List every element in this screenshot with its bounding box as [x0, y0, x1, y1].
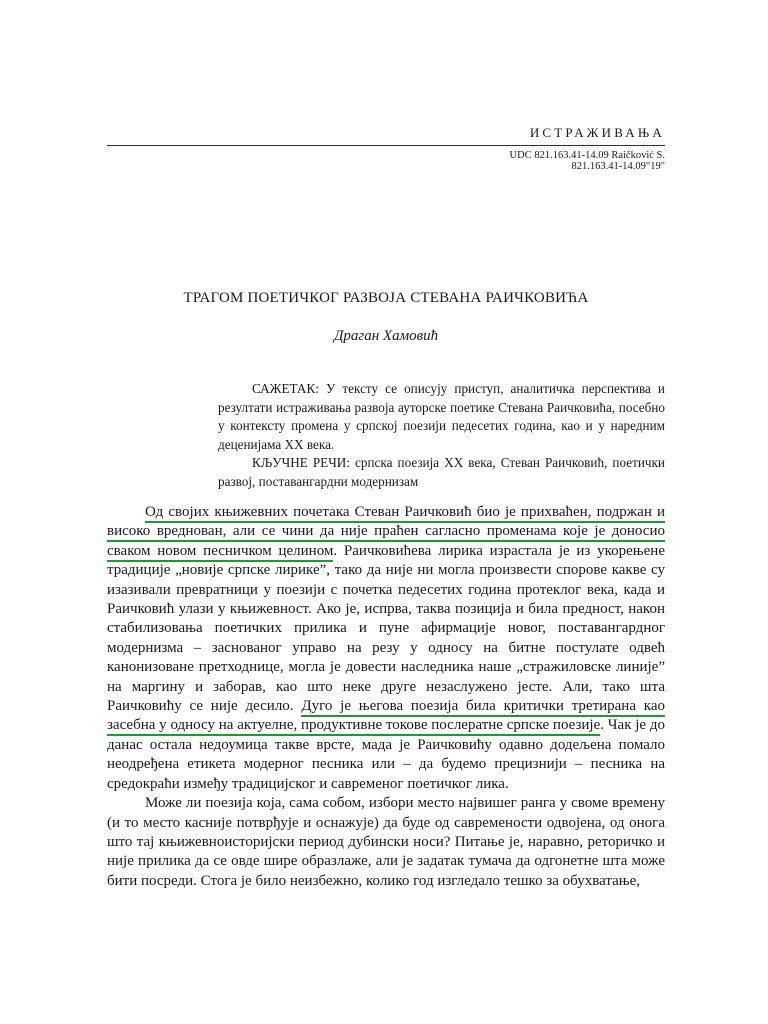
keywords-text: КЉУЧНЕ РЕЧИ: српска поезија XX века, Стеван Раичковић, поетички развој, поставангардни модернизам [218, 455, 665, 489]
body-paragraph-1 [107, 503, 665, 794]
body-text-run: . Чак је до данас остала недоумица такве врсте, мада је Раичковићу одавно додељена помало неодређена етикета модерног песника или – да будемо прецизнији – песника на средокраћи између традицијског и савременог поетичког лика. [107, 717, 665, 792]
udc-classification [405, 150, 665, 172]
udc-line-2: 821.163.41-14.09"19" [571, 161, 665, 172]
article-author: Драган Хамовић [333, 328, 439, 344]
article-title: ТРАГОМ ПОЕТИЧКОГ РАЗВОЈА СТЕВАНА РАИЧКОВИЋА [183, 290, 589, 306]
highlighted-passage-1: Од својих књижевних почетака Стеван Раичковић био је прихваћен, подржан и високо вреднован, али се чини да није праћен сагласно променама које је доносио сваком новом песничком целином [107, 504, 665, 562]
section-label: ИСТРАЖИВАЊА [529, 125, 665, 140]
abstract-block [218, 380, 665, 492]
abstract-text: САЖЕТАК: У тексту се описују приступ, аналитичка перспектива и резултати истраживања развоја ауторске поетике Стевана Раичковића, посебно у контексту промена у српској поезији педесетих година, као и у наредним деценијама XX века. [218, 381, 665, 452]
udc-line-1: UDC 821.163.41-14.09 Raičković S. [509, 150, 665, 161]
body-paragraph-2: Може ли поезија која, сама собом, избори место највишег ранга у своме времену (и то место касније потврђује и оснажује) да буде од савремености одвојена, од онога што тај књижевноисторијски период дубински носи? Питање је, наравно, реторичко и није прилика да се овде шире образлаже, али је задатак тумача да одгонетне шта може бити посреди. Стога је било неизбежно, колико год изгледало тешко за обухватање, [107, 795, 665, 889]
header-rule [107, 145, 665, 146]
article-body [107, 503, 665, 891]
highlighted-passage-2: Дуго је његова поезија била критички третирана као засебна у односу на актуелне, продуктивне токове послератне српске поезије [107, 698, 665, 736]
body-text-run: . Раичковићева лирика израстала је из укорењене традиције „новије српске лирике”, тако да није ни могла произвести спорове какве су изазивали превратници у поезији с почетка педесетих година протеклог века, када и Раичковић улази у књижевност. Ако је, испрва, таква позиција и била предност, након стабилизовања поетичких прилика и пуне афирмације новог, поставангардног модернизма – заснованог управо на резу у односу на битне постулате одвећ канонизоване претходнице, могла је довести наследника наше „стражиловске линије” на маргину и заборав, као што неке друге незаслужено јесте. Али, тако шта Раичковићу се није десило. [107, 542, 665, 715]
